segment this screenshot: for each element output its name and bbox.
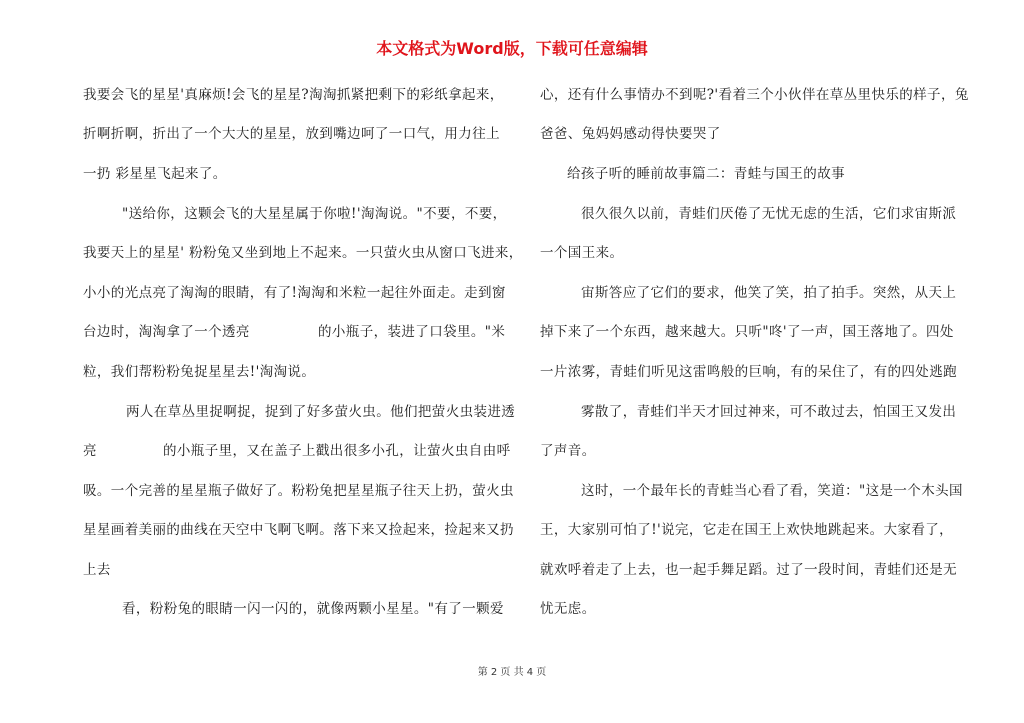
text-line: 一个国王来。 xyxy=(540,245,624,261)
text-line: 掉下来了一个东西，越来越大。只听"咚'了一声，国王落地了。四处 xyxy=(540,324,954,340)
text-line: 就欢呼着走了上去，也一起手舞足蹈。过了一段时间，青蛙们还是无 xyxy=(540,562,957,578)
text-line: 的小瓶子里，又在盖子上戳出很多小孔，让萤火虫自由呼 xyxy=(163,443,511,459)
section-heading: 给孩子听的睡前故事篇二：青蛙与国王的故事 xyxy=(567,166,845,182)
text-line: "送给你，这颗会飞的大星星属于你啦!'淘淘说。"不要，不要， xyxy=(122,206,507,222)
text-line: 我要天上的星星' 粉粉兔又坐到地上不起来。一只萤火虫从窗口飞进来， xyxy=(83,245,523,261)
page-number-footer: 第 2 页 共 4 页 xyxy=(477,667,547,678)
text-line: 王，大家别可怕了!'说完，它走在国王上欢快地跳起来。大家看了， xyxy=(540,522,954,538)
text-line: 忧无虑。 xyxy=(540,601,596,617)
text-line: 亮 xyxy=(83,443,97,459)
text-line: 了声音。 xyxy=(540,443,596,459)
text-line: 粒，我们帮粉粉兔捉星星去!'淘淘说。 xyxy=(83,364,316,380)
text-line: 折啊折啊，折出了一个大大的星星，放到嘴边呵了一口气，用力往上 xyxy=(83,126,500,142)
text-line: 很久很久以前，青蛙们厌倦了无忧无虑的生活，它们求宙斯派 xyxy=(581,206,957,222)
text-line: 看，粉粉兔的眼睛一闪一闪的，就像两颗小星星。"有了一颗爱 xyxy=(122,601,504,617)
text-line: 爸爸、兔妈妈感动得快要哭了 xyxy=(540,126,721,142)
text-line: 两人在草丛里捉啊捉，捉到了好多萤火虫。他们把萤火虫装进透 xyxy=(126,404,516,420)
text-line: 小小的光点亮了淘淘的眼睛，有了!淘淘和米粒一起往外面走。走到窗 xyxy=(83,285,506,301)
text-line: 一片浓雾，青蛙们听见这雷鸣般的巨响，有的呆住了，有的四处逃跑 xyxy=(540,364,957,380)
text-line: 心，还有什么事情办不到呢?'看着三个小伙伴在草丛里快乐的样子，兔 xyxy=(540,87,969,103)
text-line: 雾散了，青蛙们半天才回过神来，可不敢过去，怕国王又发出 xyxy=(581,404,957,420)
text-line: 一扔 彩星星飞起来了。 xyxy=(83,166,227,182)
text-line: 这时，一个最年长的青蛙当心看了看，笑道："这是一个木头国 xyxy=(581,483,963,499)
text-line: 吸。一个完善的星星瓶子做好了。粉粉兔把星星瓶子往天上扔，萤火虫 xyxy=(83,483,514,499)
text-line: 宙斯答应了它们的要求，他笑了笑，拍了拍手。突然，从天上 xyxy=(581,285,957,301)
text-line: 上去 xyxy=(83,562,111,578)
text-line: 星星画着美丽的曲线在天空中飞啊飞啊。落下来又捡起来，捡起来又扔 xyxy=(83,522,514,538)
text-line: 台边时，淘淘拿了一个透亮 xyxy=(83,324,250,340)
text-line: 我要会飞的星星'真麻烦!会飞的星星?淘淘抓紧把剩下的彩纸拿起来， xyxy=(83,87,504,103)
page-header-title: 本文格式为Word版，下载可任意编辑 xyxy=(376,39,648,58)
text-line: 的小瓶子，装进了口袋里。"米 xyxy=(318,324,506,340)
